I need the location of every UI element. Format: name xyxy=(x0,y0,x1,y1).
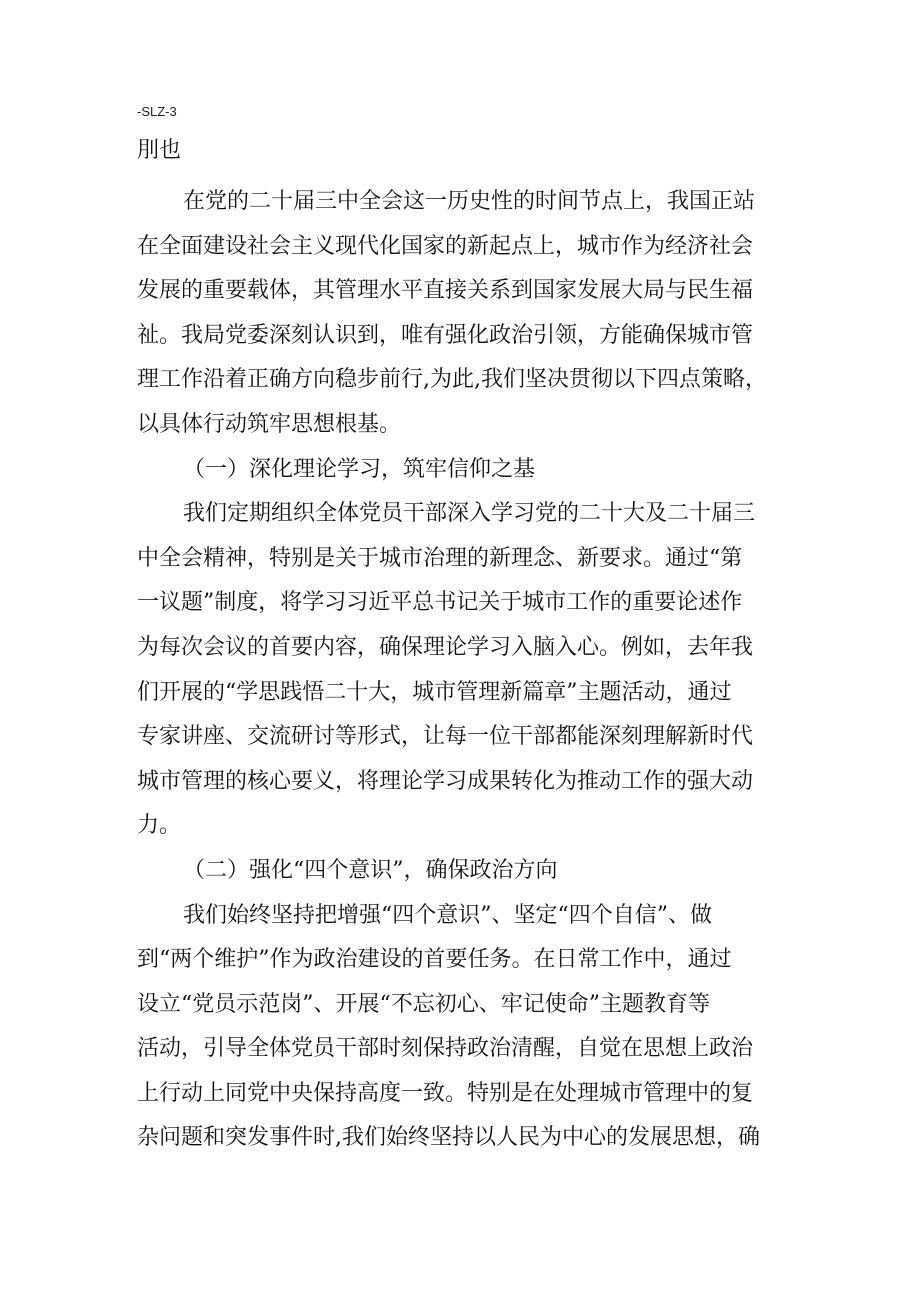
paragraph-line: 设立“党员示范岗”、开展“不忘初心、牢记使命”主题教育等 xyxy=(137,991,710,1017)
paragraph-line: 力。 xyxy=(137,813,182,839)
paragraph-line: 上行动上同党中央保持高度一致。特别是在处理城市管理中的复 xyxy=(137,1080,754,1106)
paragraph-line: 在党的二十届三中全会这一历史性的时间节点上，我国正站 xyxy=(183,189,756,214)
paragraph-line: 活动，引导全体党员干部时刻保持政治清醒，自觉在思想上政治 xyxy=(137,1036,754,1062)
paragraph-line: 为每次会议的首要内容，确保理论学习入脑入心。例如，去年我 xyxy=(137,634,754,660)
paragraph-line: 在全面建设社会主义现代化国家的新起点上，城市作为经济社会 xyxy=(137,233,754,259)
paragraph-line: 一议题”制度，将学习习近平总书记关于城市工作的重要论述作 xyxy=(137,590,743,616)
paragraph-line: 中全会精神，特别是关于城市治理的新理念、新要求。通过“第 xyxy=(137,545,743,571)
document-body xyxy=(137,180,817,1161)
paragraph-line: 理工作沿着正确方向稳步前行,为此,我们坚决贯彻以下四点策略， xyxy=(137,367,767,393)
paragraph-line: 到“两个维护”作为政治建设的首要任务。在日常工作中，通过 xyxy=(137,947,732,973)
section-heading-2: （二）强化“四个意识”，确保政治方向 xyxy=(183,857,558,883)
paragraph-line: 我们始终坚持把增强“四个意识”、坚定“四个自信”、做 xyxy=(183,902,712,928)
document-title: 刖也 xyxy=(137,138,182,163)
paragraph-3 xyxy=(137,894,817,1162)
paragraph-1 xyxy=(137,180,817,448)
section-heading-1: （一）深化理论学习，筑牢信仰之基 xyxy=(183,456,536,482)
paragraph-2 xyxy=(137,492,817,849)
paragraph-line: 发展的重要载体，其管理水平直接关系到国家发展大局与民生福 xyxy=(137,278,754,304)
paragraph-line: 们开展的“学思践悟二十大，城市管理新篇章”主题活动，通过 xyxy=(137,679,732,705)
paragraph-line: 专家讲座、交流研讨等形式，让每一位干部都能深刻理解新时代 xyxy=(137,724,754,750)
paragraph-line: 我们定期组织全体党员干部深入学习党的二十大及二十届三 xyxy=(183,501,756,527)
paragraph-line: 祉。我局党委深刻认识到，唯有强化政治引领，方能确保城市管 xyxy=(137,322,754,348)
paragraph-line: 杂问题和突发事件时,我们始终坚持以人民为中心的发展思想，确 xyxy=(137,1125,760,1151)
paragraph-line: 城市管理的核心要义，将理论学习成果转化为推动工作的强大动 xyxy=(137,768,754,794)
header-mark: -SLZ-3 xyxy=(137,104,177,119)
paragraph-line: 以具体行动筑牢思想根基。 xyxy=(137,411,402,437)
